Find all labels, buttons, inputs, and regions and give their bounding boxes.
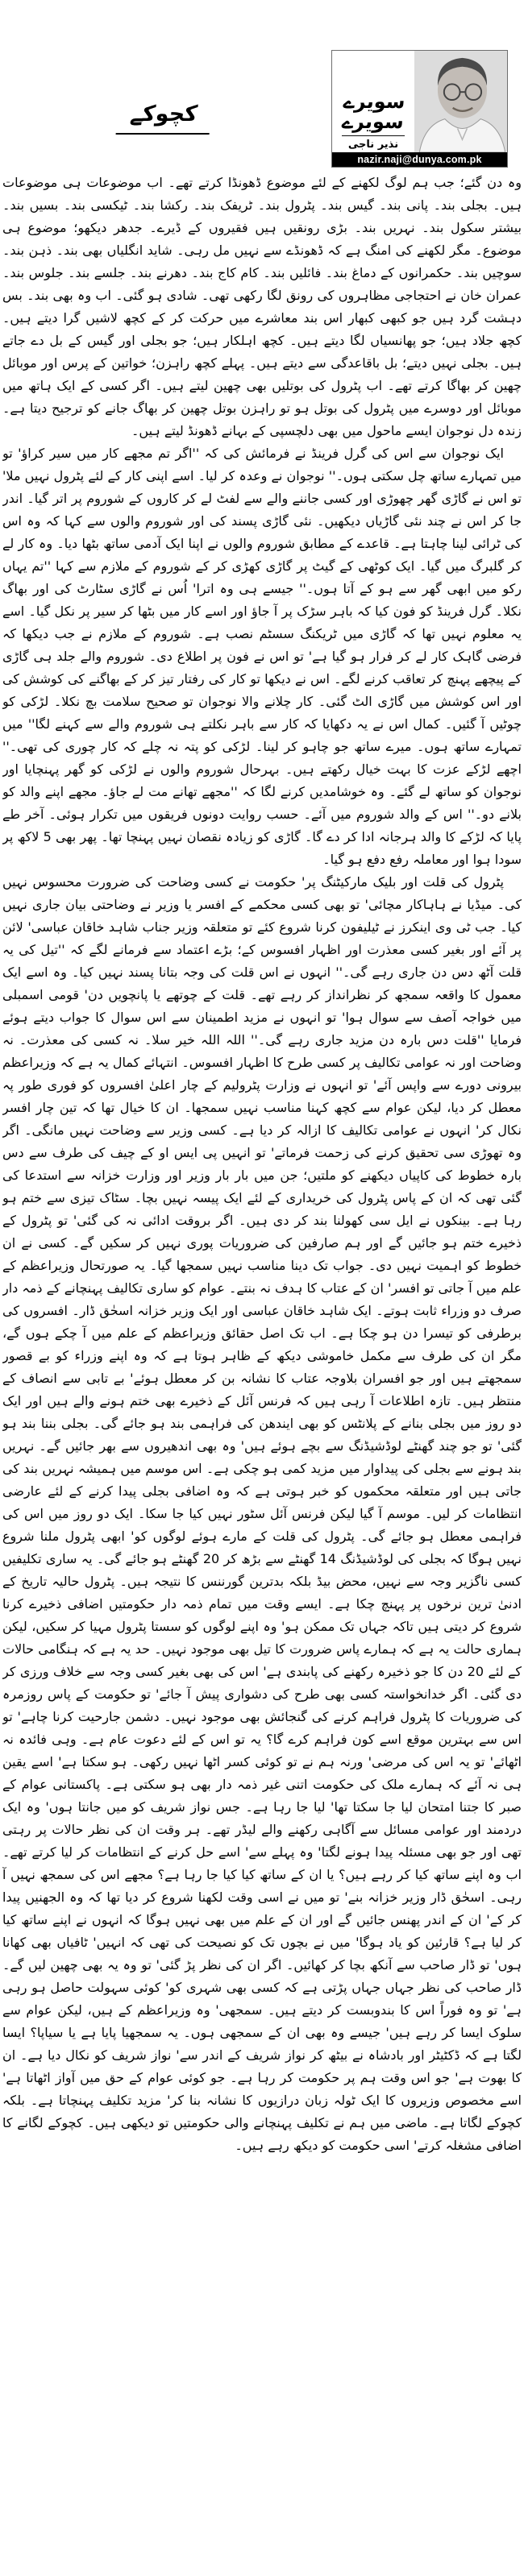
author-name: نذیر ناجی (347, 139, 399, 151)
paragraph-1: وہ دن گئے؛ جب ہم لوگ لکھنے کے لئے موضوع ڈھونڈا کرتے تھے۔ اب موضوعات ہی موضوعات ہیں۔ بجلی بند۔ پانی بند۔ گیس بند۔ پٹرول بند۔ ٹریفک بند۔ رکشا بند۔ ٹیکسی بند۔ بسیں بند۔ بیشتر سکول بند۔ نہریں بند۔ بڑی رونقیں ہیں فقیروں کے ڈیرے۔ جدھر دیکھو؛ موضوع ہی موضوع۔ مگر لکھنے کی امنگ ہے کہ ڈھونڈے سے نہیں مل رہی۔ شاید انگلیاں بھی بند۔ ذہن بند۔ سوچیں بند۔ حکمرانوں کے دماغ بند۔ فائلیں بند۔ کام کاج بند۔ دھرنے بند۔ جلسے بند۔ جلوس بند۔ عمران خان نے احتجاجی مظاہروں کی رونق لگا رکھی تھی۔ شادی ہو گئی۔ اب وہ بھی بند۔ بس دہشت گرد ہیں جو کبھی کبھار اس بند معاشرے میں حرکت کر کے کچھ لاشیں گرا دیتے ہیں۔ کچھ جلاد ہیں؛ جو پھانسیاں لگا دیتے ہیں۔ کچھ اہلکار ہیں؛ جو بجلی اور گیس کے بل دے جاتے ہیں۔ بجلی نہیں دیتے؛ بل باقاعدگی سے دیتے ہیں۔ پہلے کچھ راہزن؛ خواتین کے پرس اور موبائل چھین کر بھاگا کرتے تھے۔ اب پٹرول کی بوتلیں بھی چھین لیتے ہیں۔ اگر کسی کے ایک ہاتھ میں موبائل اور دوسرے میں پٹرول کی بوتل ہو تو راہزن بوتل چھین کر بھاگ جانے کو ترجیح دیتا ہے۔ زندہ دل نوجوان ایسے ماحول میں بھی دلچسپی کے بہانے ڈھونڈ لیتے ہیں۔ (2, 175, 522, 438)
title-area (0, 102, 327, 135)
article-body (2, 172, 522, 2571)
masthead-box (331, 50, 508, 168)
author-portrait-illustration (414, 51, 507, 152)
paragraph-2: ایک نوجوان سے اس کی گرل فرینڈ نے فرمائش کی کہ ''اگر تم مجھے کار میں سیر کراؤ' تو میں تمہارے ساتھ چل سکتی ہوں۔'' نوجوان نے وعدہ کر لیا۔ اسے اپنی کار کے لئے پٹرول نہیں ملا' تو اس نے گاڑی گھر چھوڑی اور کسی جاننے والے سے لفٹ لے کر کاروں کے شوروم پر اتر گیا۔ اندر جا کر اس نے چند نئی گاڑیاں دیکھیں۔ نئی گاڑی پسند کی اور شوروم والوں سے کہا کہ وہ اس کی ٹرائی لینا چاہتا ہے۔ قاعدے کے مطابق شوروم والوں نے اپنا ایک آدمی ساتھ بٹھا دیا۔ وہ کار لے کر گلبرگ میں گیا۔ ایک کوٹھی کے گیٹ پر گاڑی کھڑی کر کے شوروم کے ملازم سے کہا ''تم یہاں رکو میں ابھی گھر سے ہو کے آتا ہوں۔'' جیسے ہی وہ اترا' اُس نے گاڑی سٹارٹ کی اور بھاگ نکلا۔ گرل فرینڈ کو فون کیا کہ باہر سڑک پر آ جاؤ اور اسے کار میں بٹھا کر سیر پر نکل گیا۔ اسے یہ معلوم نہیں تھا کہ گاڑی میں ٹریکنگ سسٹم نصب ہے۔ شوروم کے ملازم نے جب دیکھا کہ فرضی گاہک کار لے کر فرار ہو گیا ہے' تو اس نے فون پر اطلاع دی۔ شوروم والے جلد ہی گاڑی کے پیچھے پہنچ کر تعاقب کرنے لگے۔ اس نے دیکھا تو کار کی رفتار تیز کر کے بھاگنے کی کوشش کی اور اس کوشش میں گاڑی الٹ گئی۔ کار چلانے والا نوجوان تو صحیح سلامت بچ نکلا۔ لڑکی کو چوٹیں آ گئیں۔ کمال اس نے یہ دکھایا کہ کار سے باہر نکلتے ہی شوروم والے سے کہنے لگا'' میں تمہارے ساتھ ہوں۔ میرے ساتھ جو چاہو کر لینا۔ لڑکی کو پتہ نہ چلے کہ کار چوری کی تھی۔'' اچھے لڑکے عزت کا بہت خیال رکھتے ہیں۔ بہرحال شوروم والوں نے لڑکی کو گھر پہنچایا اور نوجوان کو ساتھ لے گئے۔ وہ خوشامدیں کرنے لگا کہ ''مجھے تھانے مت لے جاؤ۔ مجھے اپنے والد کو بلانے دو۔'' اس کے والد شوروم میں آئے۔ حسب روایت دونوں فریقوں میں تکرار ہوئی۔ آخر طے پایا کہ لڑکے کا والد ہرجانہ ادا کر دے گا۔ گاڑی کو زیادہ نقصان نہیں پہنچا تھا۔ پھر بھی 5 لاکھ پر سودا ہوا اور معاملہ رفع دفع ہو گیا۔ (2, 446, 522, 867)
article-title: کچوکے (116, 102, 211, 135)
masthead-left (332, 51, 414, 152)
column-logo-text (341, 92, 405, 132)
column-logo-line1: سویرے (342, 90, 406, 113)
divider-line (342, 135, 405, 136)
paragraph-3: پٹرول کی قلت اور بلیک مارکیٹنگ پر' حکومت نے کسی وضاحت کی ضرورت محسوس نہیں کی۔ میڈیا نے ہاہاکار مچائی' تو بھی کسی محکمے کے افسر یا وزیر نے وضاحتی بیان جاری نہیں کیا۔ جب ٹی وی اینکرز نے ٹیلیفون کرنا شروع کئے تو متعلقہ وزیر جناب شاہد خاقان عباسی' لائن پر آئے اور بغیر کسی معذرت اور اظہار افسوس کے؛ بڑے اعتماد سے فرمانے لگے کہ ''تیل کی یہ قلت آٹھ دس دن جاری رہے گی۔'' انہوں نے اس قلت کی وجہ بتانا پسند نہیں کیا۔ وہ اسے ایک معمول کا واقعہ سمجھ کر نظرانداز کر رہے تھے۔ قلت کے چوتھے یا پانچویں دن' قومی اسمبلی میں خواجہ آصف سے سوال ہوا' تو انہوں نے مزید اطمینان سے اس سوال کا جواب دیتے ہوئے فرمایا ''قلت دس بارہ دن مزید جاری رہے گی۔'' اللہ اللہ خیر سلا۔ نہ کسی کی معذرت۔ نہ وضاحت اور نہ عوامی تکالیف پر کسی طرح کا اظہار افسوس۔ انتہائے کمال یہ ہے کہ وزیراعظم بیرونی دورے سے واپس آئے' تو انہوں نے وزارت پٹرولیم کے چار اعلیٰ افسروں کو فوری طور پہ معطل کر دیا، لیکن عوام سے کچھ کہنا مناسب نہیں سمجھا۔ ان کا خیال تھا کہ تین چار افسر نکال کر' انہوں نے عوامی تکالیف کا ازالہ کر دیا ہے۔ کسی وزیر سے وضاحت نہیں مانگی۔ اگر وہ تھوڑی سی تحقیق کرنے کی زحمت فرماتے' تو انہیں پی ایس او کے چیف کی طرف سے دس بارہ خطوط کی کاپیاں دیکھنے کو ملتیں؛ جن میں بار بار وزیر اور وزارت خزانہ سے استدعا کی گئی تھی کہ ان کے پاس پٹرول کی خریداری کے لئے ایک پیسہ نہیں بچا۔ سٹاک تیزی سے ختم ہو رہا ہے۔ بینکوں نے ایل سی کھولنا بند کر دی ہیں۔ اگر بروقت ادائی نہ کی گئی' تو پٹرول کے ذخیرے ختم ہو جائیں گے اور ہم صارفین کی ضروریات پوری نہیں کر سکیں گے۔ کسی نے ان خطوط کو اہمیت نہیں دی۔ جواب تک دینا مناسب نہیں سمجھا گیا۔ یہ صورتحال وزیراعظم کے علم میں آ جاتی تو افسر' ان کے عتاب کا ہدف نہ بنتے۔ عوام کو ساری تکالیف پہنچانے کے ذمہ دار صرف دو وزراء ثابت ہوتے۔ ایک شاہد خاقان عباسی اور ایک وزیر خزانہ اسحٰق ڈار۔ افسروں کی برطرفی کو تیسرا دن ہو چکا ہے۔ اب تک اصل حقائق وزیراعظم کے علم میں آ چکے ہوں گے، مگر ان کی طرف سے مکمل خاموشی دیکھ کے ظاہر ہوتا ہے کہ وہ اپنے وزراء کو بے قصور سمجھتے ہیں اور جو افسران بلاوجہ عتاب کا نشانہ بن کر معطل ہوئے' بے تابی سے انصاف کے منتظر ہیں۔ تازہ اطلاعات آ رہی ہیں کہ فرنس آئل کے ذخیرے بھی ختم ہونے والے ہیں اور ایک دو روز میں بجلی بنانے کے پلانٹس کو بھی ایندھن کی فراہمی بند ہو جائے گی۔ بجلی بننا بند ہو گئی' تو جو چند گھنٹے لوڈشیڈنگ سے بچے ہوئے ہیں' وہ بھی اندھیروں سے بھر جائیں گے۔ نہریں بند ہونے سے بجلی کی پیداوار میں مزید کمی ہو چکی ہے۔ اس موسم میں ہمیشہ نہریں بند کی جاتی ہیں اور متعلقہ محکموں کو خبر ہوتی ہے کہ وہ اضافی بجلی پیدا کرنے کے لئے عارضی انتظامات کر لیں۔ موسم آ گیا لیکن فرنس آئل سٹور نہیں کیا جا سکا۔ ایک دو روز میں اس کی فراہمی معطل ہو جائے گی۔ پٹرول کی قلت کے مارے ہوئے لوگوں کو' ابھی پٹرول ملنا شروع نہیں ہوگا کہ بجلی کی لوڈشیڈنگ 14 گھنٹے سے بڑھ کر 20 گھنٹے ہو جائے گی۔ یہ ساری تکلیفیں کسی ناگزیر وجہ سے نہیں، محض بیڈ بلکہ بدترین گورننس کا نتیجہ ہیں۔ پٹرول حالیہ تاریخ کے ادنیٰ ترین نرخوں پر پہنچ چکا ہے۔ ایسے وقت میں تمام ذمہ دار حکومتیں اضافی ذخیرے کرنا شروع کر دیتی ہیں تاکہ جہاں تک ممکن ہو' وہ اپنے لوگوں کو سستا پٹرول مہیا کر سکیں، لیکن ہماری حالت یہ ہے کہ ہمارے پاس ضرورت کا تیل بھی موجود نہیں۔ حد یہ ہے کہ ہنگامی حالات کے لئے 20 دن کا جو ذخیرہ رکھنے کی پابندی ہے' اس کی بھی بغیر کسی وجہ سے خلاف ورزی کر دی گئی۔ اگر خدانخواستہ کسی بھی طرح کی دشواری پیش آ جائے' تو حکومت کے پاس روزمرہ کی ضروریات کا پٹرول فراہم کرنے کی گنجائش بھی موجود نہیں۔ دشمن جارحیت کرنا چاہے' تو اس سے بہترین موقع اسے کون فراہم کرے گا؟ یہ تو اس کے لئے دعوت عام ہے۔ وہی فائدہ نہ اٹھائے' تو یہ اس کی مرضی' ورنہ ہم نے تو کوئی کسر اٹھا نہیں رکھی۔ ہو سکتا ہے' اسے یقین ہی نہ آئے کہ ہمارے ملک کی حکومت اتنی غیر ذمہ دار بھی ہو سکتی ہے۔ پاکستانی عوام کے صبر کا جتنا امتحان لیا جا سکتا تھا' لیا جا رہا ہے۔ جس نواز شریف کو میں جانتا ہوں' وہ ایک دردمند اور عوامی مسائل سے آگاہی رکھنے والے لیڈر تھے۔ ہر وقت ان کی نظر حالات پر رہتی تھی اور جو بھی مسئلہ پیدا ہونے لگتا' وہ پہلے سے' اسے حل کرنے کے انتظامات کر لیا کرتے تھے۔ اب وہ اپنے ساتھ کیا کر رہے ہیں؟ یا ان کے ساتھ کیا کیا جا رہا ہے؟ مجھے اس کی سمجھ نہیں آ رہی۔ اسحٰق ڈار وزیر خزانہ بنے' تو میں نے اسی وقت لکھنا شروع کر دیا تھا کہ وہ الجھنیں پیدا کر کے' ان کے اندر پھنس جائیں گے اور ان کے علم میں بھی نہیں ہوگا کہ انہوں نے اپنے ساتھ کیا کر لیا ہے؟ قارئین کو یاد ہوگا' میں نے بچوں تک کو نصیحت کی تھی کہ انہیں' ٹافیاں بھی کھانا ہوں' تو ڈار صاحب سے آنکھ بچا کر کھائیں۔ اگر ان کی نظر پڑ گئی' تو وہ یہ بھی چھین لیں گے۔ ڈار صاحب کی نظر جہاں جہاں پڑتی ہے کہ کسی بھی شہری کو' کوئی سہولت حاصل ہو رہی ہے' تو وہ فوراً اس کا بندوبست کر دیتے ہیں۔ سمجھی' وہ وزیراعظم کے ہیں، لیکن عوام سے سلوک ایسا کر رہے ہیں' جیسے وہ بھی ان کے سمجھی ہوں۔ یہ سمجھیا پایا ہے یا سیاپا؟ ایسا لگتا ہے کہ ڈکٹیٹر اور بادشاہ نے بیٹھ کر نواز شریف کے اندر سے' نواز شریف کو نکال دیا ہے۔ ان کا بھوت ہے' جو اس وقت ہم پر حکومت کر رہا ہے۔ جو کوئی عوام کے حق میں آواز اٹھاتا ہے' اسے مخصوص وزیروں کا ایک ٹولہ زبان درازیوں کا نشانہ بنا کر' مزید تکلیف پہنچاتا ہے۔ بلکہ کچوکے لگاتا ہے۔ ماضی میں ہم نے تکلیف پہنچانے والی حکومتیں تو دیکھی ہیں۔ کچوکے لگانے کا اضافی مشغلہ کرتے' اسی حکومت کو دیکھ رہے ہیں۔ (2, 874, 522, 2153)
author-email: nazir.naji@dunya.com.pk (332, 152, 507, 167)
masthead-inner (332, 51, 507, 152)
column-logo-line2: سویرے (340, 110, 405, 133)
author-photo (414, 51, 507, 152)
